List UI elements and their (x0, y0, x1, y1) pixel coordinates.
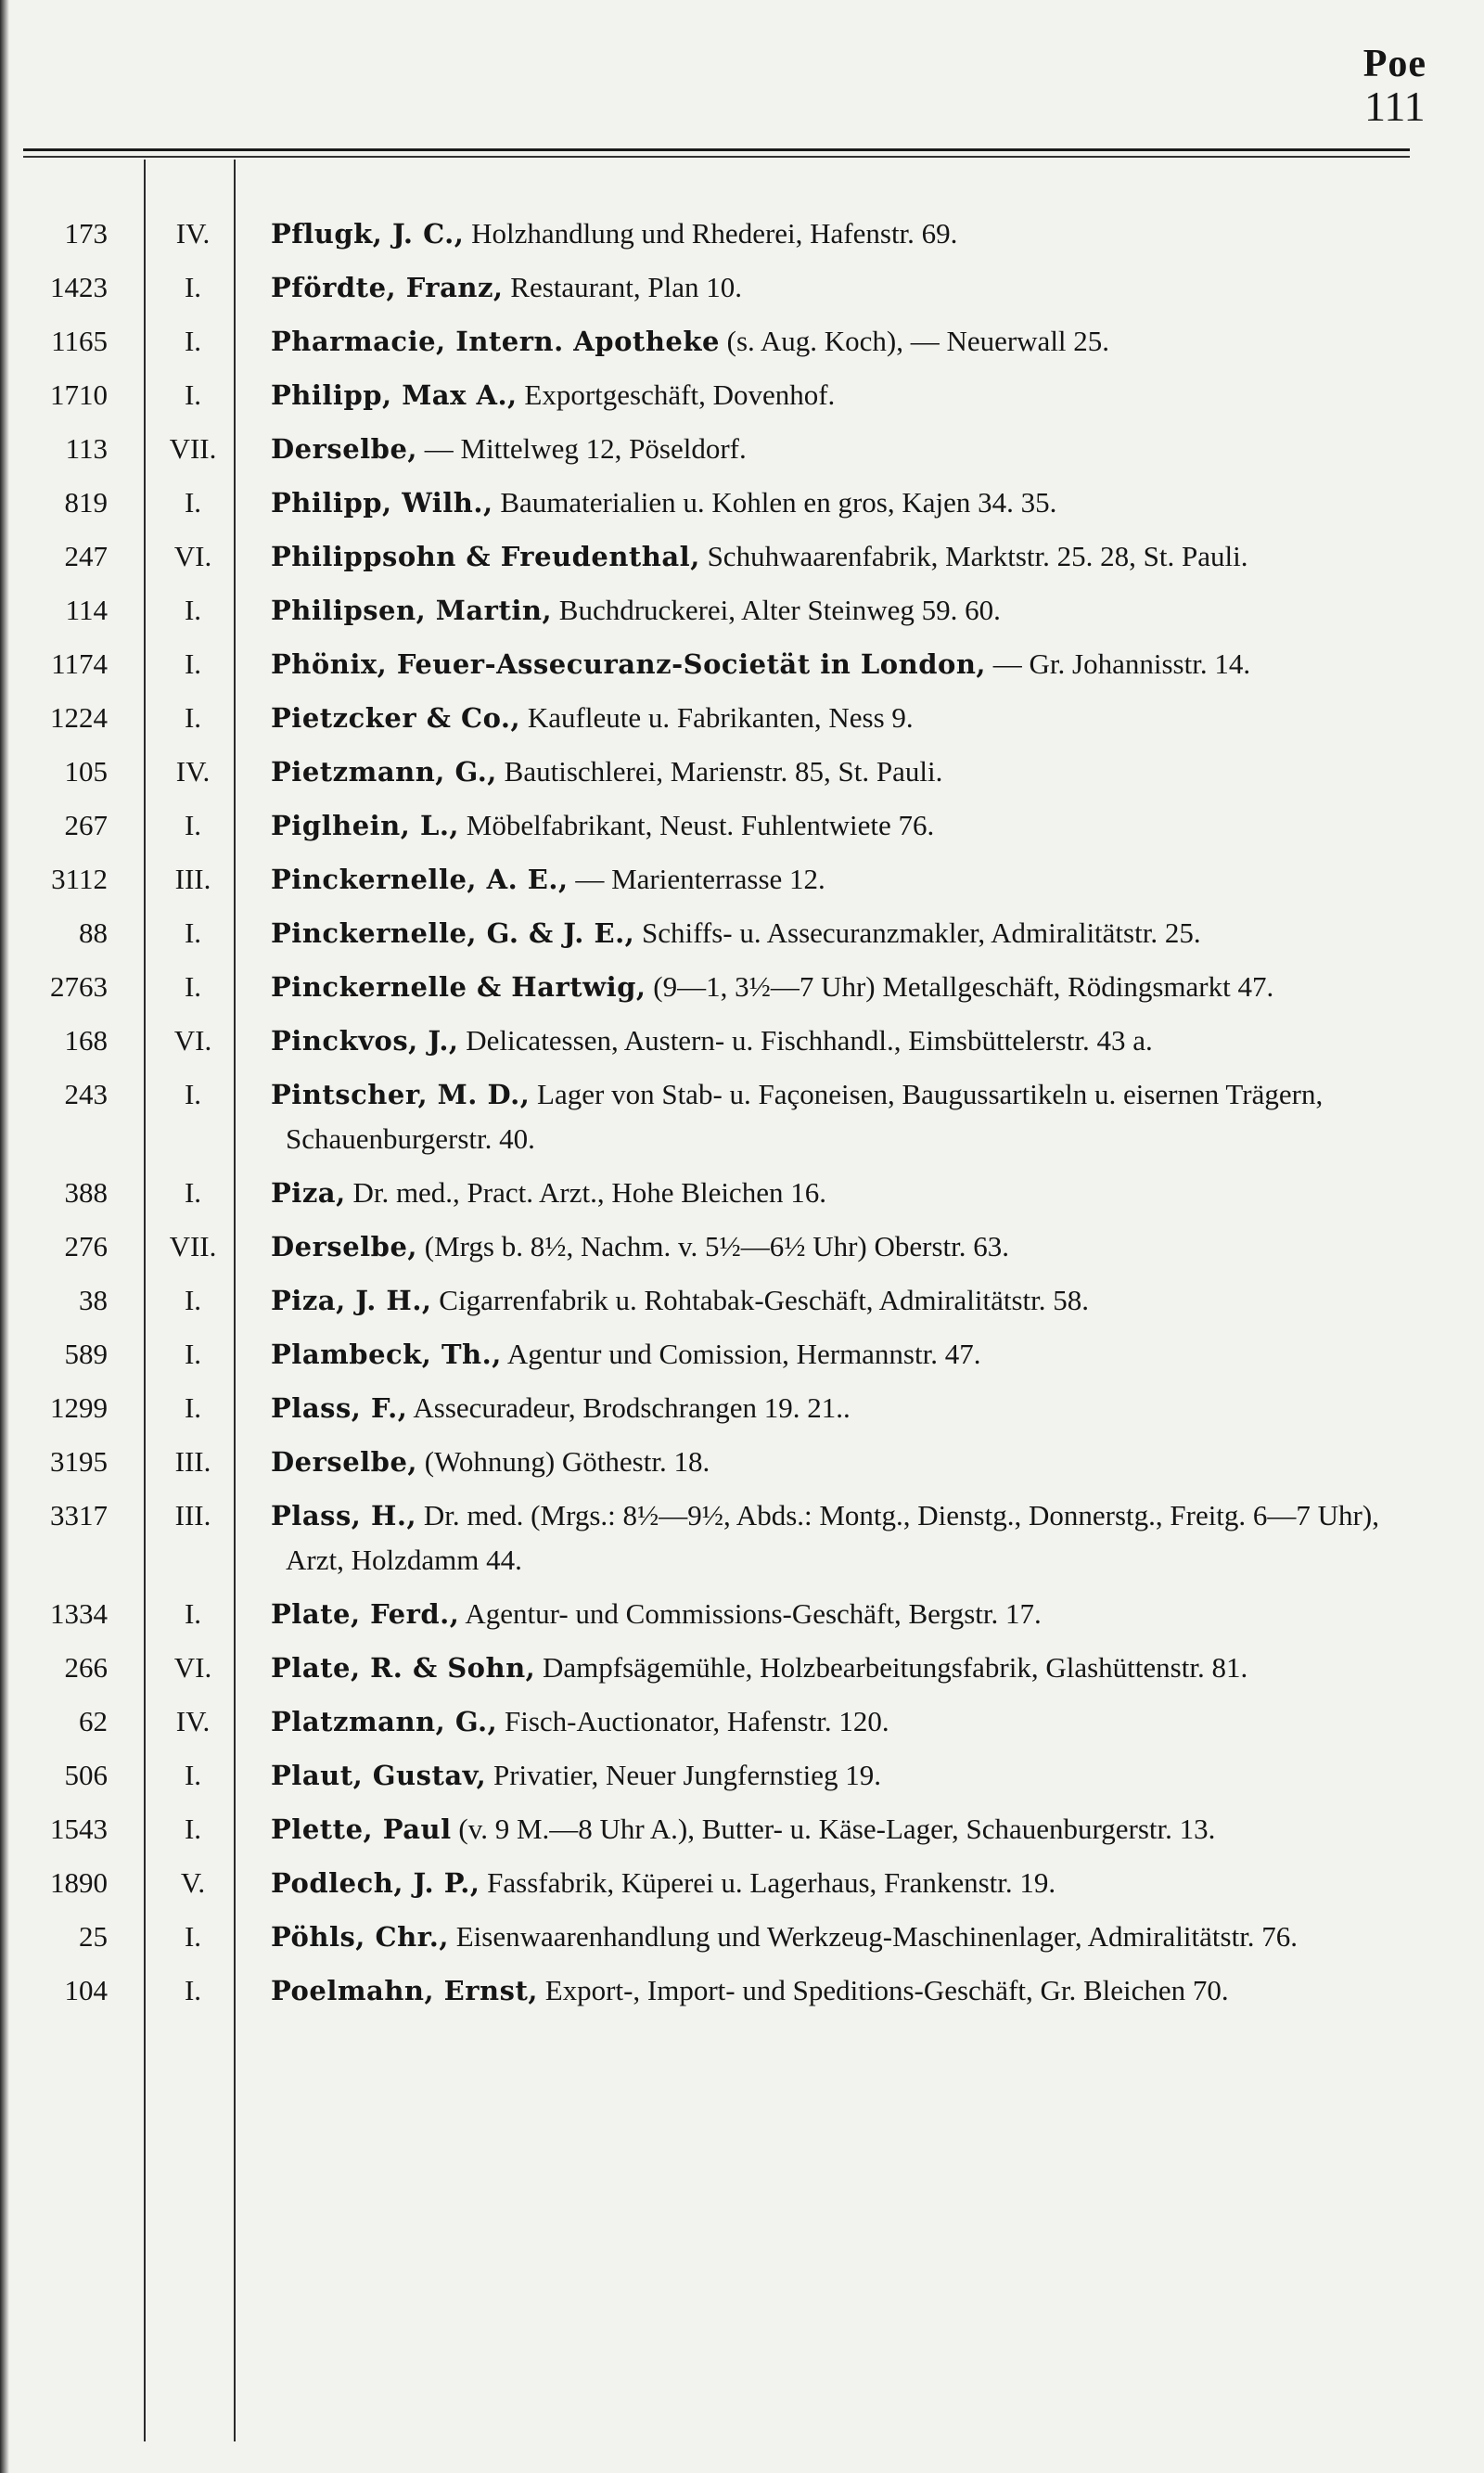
entry-name: Pietzmann, G., (271, 756, 497, 788)
header-rule (23, 148, 1410, 151)
directory-entry (0, 1753, 1484, 1798)
district-numeral: I. (184, 809, 202, 841)
entry-text (271, 481, 1421, 525)
entry-details: Fassfabrik, Küperei u. Lagerhaus, Frankenstr. 19. (480, 1866, 1056, 1899)
entry-text (271, 1440, 1421, 1484)
entry-name: Pinckernelle, G. & J. E., (271, 917, 635, 949)
telephone-number: 1174 (51, 647, 108, 680)
telephone-number: 266 (64, 1651, 108, 1684)
directory-entry (0, 265, 1484, 310)
entry-details: Cigarrenfabrik u. Rohtabak-Geschäft, Admiralitätstr. 58. (431, 1284, 1090, 1316)
entry-name: Pietzcker & Co., (271, 702, 521, 734)
directory-entry (0, 1699, 1484, 1744)
district-numeral: I. (184, 1176, 202, 1209)
entry-name: Pinckvos, J., (271, 1025, 459, 1057)
entry-details: (9—1, 3½—7 Uhr) Metallgeschäft, Rödingsmarkt 47. (646, 970, 1274, 1003)
district-numeral: I. (184, 647, 202, 680)
telephone-number: 247 (64, 540, 108, 572)
entry-text (271, 1072, 1421, 1161)
directory-entry (0, 911, 1484, 955)
entry-text (271, 534, 1421, 579)
entry-text (271, 1968, 1421, 2013)
telephone-number: 2763 (50, 970, 108, 1003)
entry-name: Plate, Ferd., (271, 1598, 460, 1630)
entry-details: — Mittelweg 12, Pöseldorf. (417, 432, 747, 465)
entry-details: Bautischlerei, Marienstr. 85, St. Pauli. (496, 755, 943, 788)
directory-entry (0, 1915, 1484, 1959)
entry-details: Assecuradeur, Brodschrangen 19. 21.. (407, 1391, 851, 1424)
entry-name: Derselbe, (271, 1231, 417, 1262)
entry-text (271, 1915, 1421, 1959)
entry-text (271, 427, 1421, 471)
telephone-number: 173 (64, 217, 108, 250)
telephone-number: 3317 (50, 1499, 108, 1531)
entry-name: Piza, (271, 1177, 346, 1209)
entry-text (271, 750, 1421, 794)
telephone-number: 3195 (50, 1445, 108, 1478)
directory-entry (0, 803, 1484, 848)
district-numeral: I. (184, 970, 202, 1003)
telephone-number: 168 (64, 1024, 108, 1057)
directory-entry (0, 965, 1484, 1009)
telephone-number: 3112 (51, 863, 108, 895)
telephone-number: 589 (64, 1338, 108, 1370)
district-numeral: I. (184, 916, 202, 949)
entry-details: (s. Aug. Koch), — Neuerwall 25. (719, 325, 1110, 357)
entry-text (271, 1171, 1421, 1215)
telephone-number: 1334 (50, 1597, 108, 1630)
directory-entry (0, 211, 1484, 256)
entry-name: Piglhein, L., (271, 810, 460, 841)
entry-text (271, 803, 1421, 848)
telephone-number: 276 (64, 1230, 108, 1262)
entry-text (271, 696, 1421, 740)
entry-details: Privatier, Neuer Jungfernstieg 19. (486, 1759, 881, 1791)
district-numeral: VI. (173, 1024, 212, 1057)
telephone-number: 88 (79, 916, 108, 949)
district-numeral: V. (180, 1866, 206, 1899)
telephone-number: 1423 (50, 271, 108, 303)
entry-name: Derselbe, (271, 1446, 417, 1478)
directory-entry (0, 1646, 1484, 1690)
directory-entries (0, 211, 1484, 2022)
district-numeral: III. (174, 1445, 211, 1478)
entry-name: Pfördte, Franz, (271, 272, 504, 303)
entry-name: Philipp, Max A., (271, 379, 518, 411)
entry-details: Buchdruckerei, Alter Steinweg 59. 60. (552, 594, 1001, 626)
entry-details: Möbelfabrikant, Neust. Fuhlentwiete 76. (459, 809, 935, 841)
entry-name: Pintscher, M. D., (271, 1079, 531, 1110)
entry-text (271, 1646, 1421, 1690)
district-numeral: I. (184, 1597, 202, 1630)
page-header (1363, 45, 1426, 128)
directory-entry (0, 1072, 1484, 1161)
telephone-number: 1165 (51, 325, 108, 357)
directory-entry (0, 1861, 1484, 1905)
directory-entry (0, 750, 1484, 794)
entry-text (271, 1332, 1421, 1377)
entry-details: (Wohnung) Göthestr. 18. (417, 1445, 710, 1478)
district-numeral: I. (184, 1338, 202, 1370)
telephone-number: 104 (64, 1974, 108, 2006)
entry-text (271, 265, 1421, 310)
entry-name: Plass, H., (271, 1500, 417, 1531)
district-numeral: I. (184, 701, 202, 734)
entry-text (271, 588, 1421, 633)
entry-details: Schuhwaarenfabrik, Marktstr. 25. 28, St. Pauli. (699, 540, 1248, 572)
telephone-number: 1224 (50, 701, 108, 734)
entry-details: Dr. med., Pract. Arzt., Hohe Bleichen 16. (345, 1176, 826, 1209)
entry-details: Delicatessen, Austern- u. Fischhandl., Eimsbüttelerstr. 43 a. (458, 1024, 1153, 1057)
entry-name: Plambeck, Th., (271, 1339, 502, 1370)
directory-entry (0, 1386, 1484, 1430)
entry-name: Plaut, Gustav, (271, 1760, 487, 1791)
district-numeral: VII. (169, 1230, 217, 1262)
directory-entry (0, 481, 1484, 525)
telephone-number: 1543 (50, 1813, 108, 1845)
entry-text (271, 1592, 1421, 1636)
district-numeral: I. (184, 378, 202, 411)
telephone-number: 1710 (50, 378, 108, 411)
directory-entry (0, 427, 1484, 471)
directory-entry (0, 1493, 1484, 1582)
district-numeral: VII. (169, 432, 217, 465)
district-numeral: I. (184, 1078, 202, 1110)
entry-details: — Gr. Johannisstr. 14. (986, 647, 1251, 680)
entry-details: Exportgeschäft, Dovenhof. (517, 378, 836, 411)
telephone-number: 1890 (50, 1866, 108, 1899)
directory-entry (0, 1332, 1484, 1377)
telephone-number: 38 (79, 1284, 108, 1316)
entry-text (271, 911, 1421, 955)
district-numeral: VI. (173, 540, 212, 572)
district-numeral: III. (174, 863, 211, 895)
district-numeral: I. (184, 271, 202, 303)
entry-details: Schiffs- u. Assecuranzmakler, Admiralitätstr. 25. (634, 916, 1201, 949)
entry-details: Kaufleute u. Fabrikanten, Ness 9. (520, 701, 914, 734)
district-numeral: I. (184, 1920, 202, 1953)
directory-entry (0, 1807, 1484, 1852)
telephone-number: 267 (64, 809, 108, 841)
entry-text (271, 1386, 1421, 1430)
entry-text (271, 1699, 1421, 1744)
telephone-number: 819 (64, 486, 108, 519)
page-number: 111 (1364, 83, 1426, 130)
entry-text (271, 1224, 1421, 1269)
telephone-number: 114 (65, 594, 108, 626)
entry-text (271, 373, 1421, 417)
entry-details: Lager von Stab- u. Façoneisen, Baugussartikeln u. eisernen Trägern, Schauenburgerstr. 40. (286, 1078, 1324, 1155)
entry-name: Plass, F., (271, 1392, 408, 1424)
entry-text (271, 1493, 1421, 1582)
entry-details: Fisch-Auctionator, Hafenstr. 120. (497, 1705, 889, 1737)
entry-text (271, 319, 1421, 364)
directory-entry (0, 1224, 1484, 1269)
entry-details: — Marienterrasse 12. (568, 863, 825, 895)
district-numeral: IV. (175, 755, 211, 788)
entry-name: Pflugk, J. C., (271, 218, 465, 250)
district-numeral: I. (184, 1974, 202, 2006)
entry-name: Philipp, Wilh., (271, 487, 493, 519)
district-numeral: VI. (173, 1651, 212, 1684)
entry-text (271, 965, 1421, 1009)
entry-name: Pinckernelle, A. E., (271, 864, 569, 895)
entry-name: Podlech, J. P., (271, 1867, 480, 1899)
directory-entry (0, 1592, 1484, 1636)
entry-text (271, 1807, 1421, 1852)
district-numeral: I. (184, 1391, 202, 1424)
header-rule-secondary (23, 156, 1410, 158)
entry-name: Plate, R. & Sohn, (271, 1652, 536, 1684)
district-numeral: I. (184, 325, 202, 357)
entry-name: Pöhls, Chr., (271, 1921, 449, 1953)
telephone-number: 25 (79, 1920, 108, 1953)
directory-entry (0, 642, 1484, 686)
entry-text (271, 1019, 1421, 1063)
header-key-word: Poe (1362, 43, 1426, 85)
entry-details: Eisenwaarenhandlung und Werkzeug-Maschinenlager, Admiralitätstr. 76. (448, 1920, 1298, 1953)
directory-entry (0, 319, 1484, 364)
directory-entry (0, 1171, 1484, 1215)
entry-details: Export-, Import- und Speditions-Geschäft, Gr. Bleichen 70. (537, 1974, 1229, 2006)
entry-details: (v. 9 M.—8 Uhr A.), Butter- u. Käse-Lager, Schauenburgerstr. 13. (451, 1813, 1216, 1845)
entry-details: (Mrgs b. 8½, Nachm. v. 5½—6½ Uhr) Oberstr. 63. (417, 1230, 1010, 1262)
entry-text (271, 1278, 1421, 1323)
entry-name: Plette, Paul (271, 1813, 452, 1845)
directory-entry (0, 534, 1484, 579)
district-numeral: I. (184, 1759, 202, 1791)
entry-details: Dr. med. (Mrgs.: 8½—9½, Abds.: Montg., Dienstg., Donnerstg., Freitg. 6—7 Uhr), Arzt, Holzdamm 44. (286, 1499, 1379, 1576)
telephone-number: 105 (64, 755, 108, 788)
telephone-number: 1299 (50, 1391, 108, 1424)
directory-entry (0, 1019, 1484, 1063)
district-numeral: I. (184, 594, 202, 626)
entry-name: Philipsen, Martin, (271, 595, 553, 626)
entry-details: Restaurant, Plan 10. (503, 271, 742, 303)
entry-text (271, 642, 1421, 686)
entry-details: Baumaterialien u. Kohlen en gros, Kajen 34. 35. (493, 486, 1057, 519)
district-numeral: I. (184, 1813, 202, 1845)
entry-details: Dampfsägemühle, Holzbearbeitungsfabrik, Glashüttenstr. 81. (535, 1651, 1248, 1684)
telephone-number: 113 (65, 432, 108, 465)
entry-text (271, 211, 1421, 256)
telephone-number: 388 (64, 1176, 108, 1209)
entry-text (271, 857, 1421, 902)
directory-entry (0, 696, 1484, 740)
district-numeral: IV. (175, 1705, 211, 1737)
telephone-number: 62 (79, 1705, 108, 1737)
directory-entry (0, 373, 1484, 417)
directory-entry (0, 857, 1484, 902)
district-numeral: IV. (175, 217, 211, 250)
entry-details: Holzhandlung und Rhederei, Hafenstr. 69. (464, 217, 958, 250)
entry-name: Philippsohn & Freudenthal, (271, 541, 700, 572)
district-numeral: I. (184, 486, 202, 519)
entry-name: Platzmann, G., (271, 1706, 498, 1737)
district-numeral: III. (174, 1499, 211, 1531)
entry-details: Agentur- und Commissions-Geschäft, Bergstr. 17. (459, 1597, 1042, 1630)
telephone-number: 506 (64, 1759, 108, 1791)
entry-name: Pinckernelle & Hartwig, (271, 971, 646, 1003)
entry-details: Agentur und Comission, Hermannstr. 47. (501, 1338, 981, 1370)
entry-name: Pharmacie, Intern. Apotheke (271, 326, 720, 357)
telephone-number: 243 (64, 1078, 108, 1110)
entry-name: Poelmahn, Ernst, (271, 1975, 538, 2006)
entry-text (271, 1861, 1421, 1905)
directory-entry (0, 588, 1484, 633)
entry-name: Piza, J. H., (271, 1285, 432, 1316)
entry-text (271, 1753, 1421, 1798)
entry-name: Phönix, Feuer-Assecuranz-Societät in London, (271, 648, 987, 680)
directory-entry (0, 1440, 1484, 1484)
entry-name: Derselbe, (271, 433, 417, 465)
directory-entry (0, 1278, 1484, 1323)
district-numeral: I. (184, 1284, 202, 1316)
directory-entry (0, 1968, 1484, 2013)
